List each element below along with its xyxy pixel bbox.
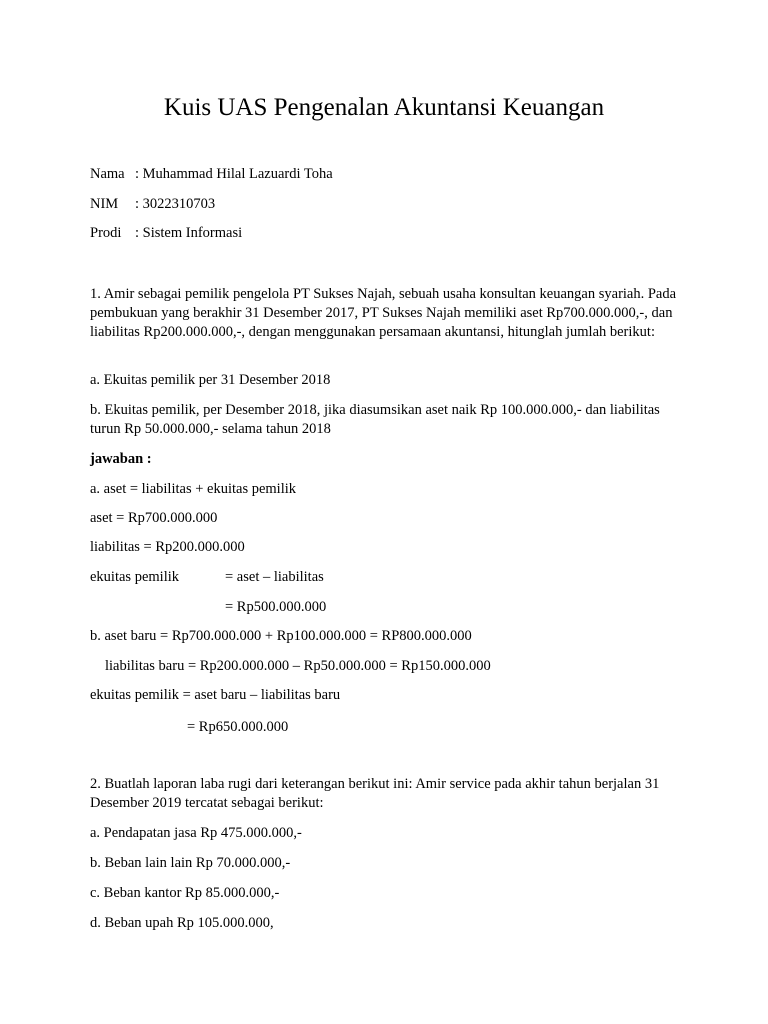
question-1-text: 1. Amir sebagai pemilik pengelola PT Sukses Najah, sebuah usaha konsultan keuangan syariah. Pada pembukuan yang berakhir 31 Desember 2017, PT Sukses Najah memiliki aset Rp700.000.000,-, dan liabilitas Rp200.000.000,-, dengan menggunakan persamaan akuntansi, hitunglah jumlah berikut: — [90, 286, 677, 340]
answer-ekuitas-label: ekuitas pemilik — [90, 569, 179, 585]
answer-heading: jawaban : — [90, 451, 152, 467]
answer-ekuitas-eq2: = Rp500.000.000 — [225, 599, 327, 615]
nim-value: : 3022310703 — [135, 196, 216, 212]
document-title: Kuis UAS Pengenalan Akuntansi Keuangan — [163, 94, 605, 121]
identity-nim-row — [90, 195, 215, 213]
prodi-value: : Sistem Informasi — [135, 225, 243, 241]
question-2-item-a: a. Pendapatan jasa Rp 475.000.000,- — [90, 825, 302, 841]
answer-a-formula: a. aset = liabilitas + ekuitas pemilik — [90, 481, 297, 497]
prodi-label: Prodi — [90, 225, 122, 241]
question-2-text: 2. Buatlah laporan laba rugi dari keterangan berikut ini: Amir service pada akhir tahun berjalan 31 Desember 2019 tercatat sebagai berikut: — [90, 776, 660, 811]
identity-prodi-row — [90, 224, 242, 242]
answer-b-result: = Rp650.000.000 — [187, 719, 289, 735]
answer-b-liabilitas: liabilitas baru = Rp200.000.000 – Rp50.000.000 = Rp150.000.000 — [105, 658, 491, 674]
nim-label: NIM — [90, 196, 119, 212]
answer-liabilitas: liabilitas = Rp200.000.000 — [90, 539, 245, 555]
question-2-item-c: c. Beban kantor Rp 85.000.000,- — [90, 885, 280, 901]
identity-name-row — [90, 165, 333, 183]
question-2-item-b: b. Beban lain lain Rp 70.000.000,- — [90, 855, 291, 871]
answer-b-aset: b. aset baru = Rp700.000.000 + Rp100.000.000 = RP800.000.000 — [90, 628, 472, 644]
question-1-part-a: a. Ekuitas pemilik per 31 Desember 2018 — [90, 372, 331, 388]
answer-aset: aset = Rp700.000.000 — [90, 510, 218, 526]
answer-ekuitas-eq1: = aset – liabilitas — [225, 569, 324, 585]
name-label: Nama — [90, 166, 125, 182]
answer-b-ekuitas: ekuitas pemilik = aset baru – liabilitas baru — [90, 687, 341, 703]
name-value: : Muhammad Hilal Lazuardi Toha — [135, 166, 333, 182]
question-2-item-d: d. Beban upah Rp 105.000.000, — [90, 915, 274, 931]
question-1-part-b: b. Ekuitas pemilik, per Desember 2018, jika diasumsikan aset naik Rp 100.000.000,- dan liabilitas turun Rp 50.000.000,- selama tahun 2018 — [90, 402, 660, 437]
